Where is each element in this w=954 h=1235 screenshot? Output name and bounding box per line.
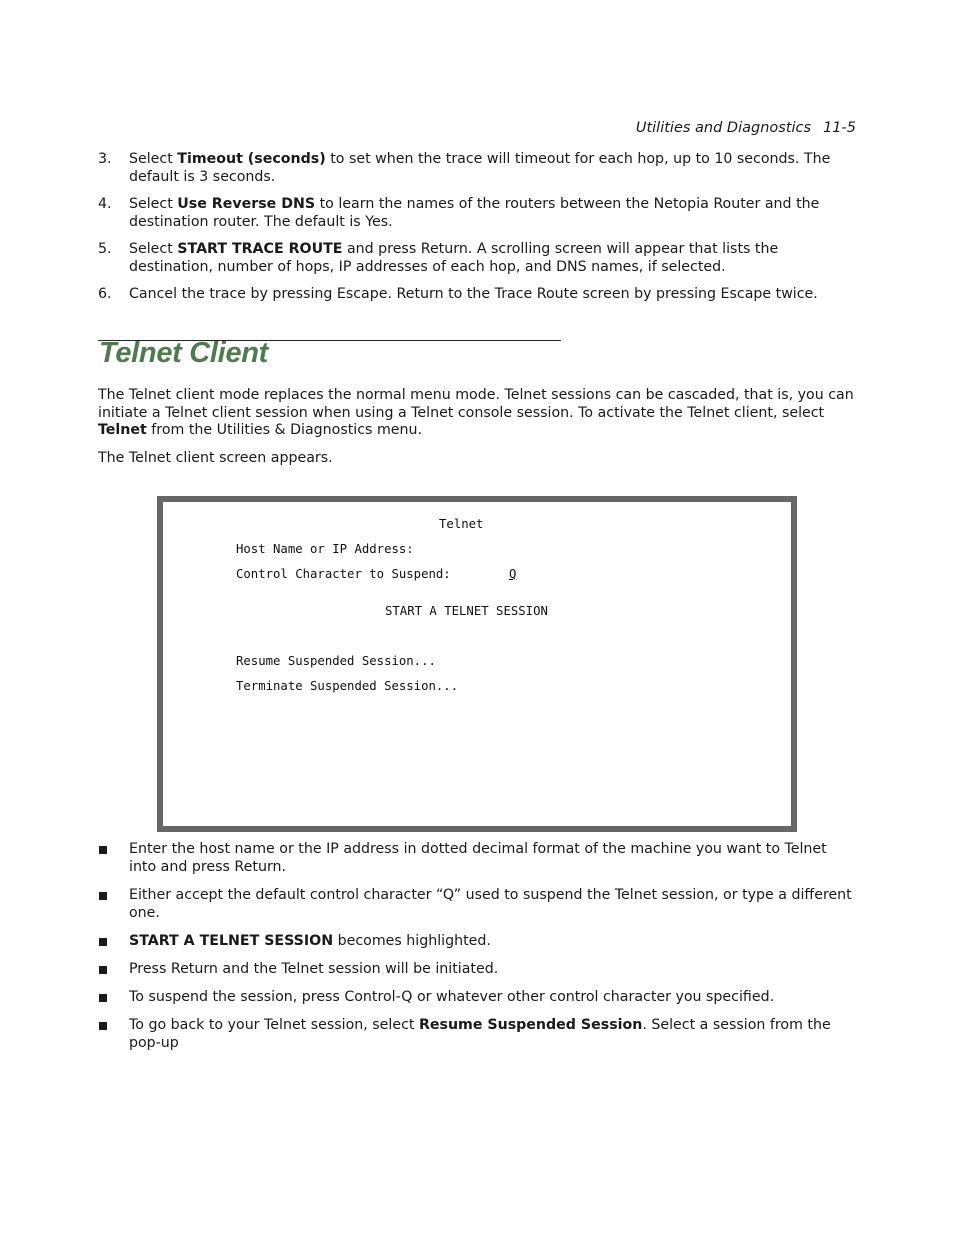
step-item (98, 240, 858, 276)
step-option: Timeout (seconds) (177, 151, 326, 167)
resume-session-item[interactable]: Resume Suspended Session... (236, 654, 436, 668)
bullet-text: becomes highlighted. (333, 933, 491, 949)
step-item (98, 150, 858, 186)
section-title: Telnet Client (99, 337, 269, 369)
bullet-option: Resume Suspended Session (418, 1017, 643, 1033)
running-head-section: Utilities and Diagnostics (635, 120, 812, 136)
step-option: START TRACE ROUTE (177, 241, 343, 257)
bullet-text: Either accept the default control character “Q” used to suspend the Telnet session, or type a different one. (129, 887, 852, 921)
bullet-text: To suspend the session, press Control-Q or whatever other control character you specified. (129, 989, 775, 1005)
step-text: Select (129, 196, 178, 212)
step-number: 5. (98, 241, 112, 257)
step-text: to set when the trace will timeout for each hop, up to 10 seconds. The default is 3 seconds. (129, 151, 831, 185)
list-item (98, 886, 858, 922)
list-item (98, 988, 858, 1006)
bullet-icon (99, 994, 107, 1002)
step-text: Cancel the trace by pressing Escape. Return to the Trace Route screen by pressing Escape twice. (129, 286, 818, 302)
bullet-text: To go back to your Telnet session, select (129, 1017, 419, 1033)
step-number: 6. (98, 286, 112, 302)
step-text: Select (129, 241, 178, 257)
host-name-field[interactable]: Host Name or IP Address: (236, 542, 414, 556)
bullet-icon (99, 966, 107, 974)
step-option: Use Reverse DNS (177, 196, 316, 212)
step-text: Select (129, 151, 178, 167)
step-number: 4. (98, 196, 112, 212)
intro-paragraph: The Telnet client screen appears. (98, 449, 333, 466)
bullet-text: Enter the host name or the IP address in dotted decimal format of the machine you want to Telnet into and press Return. (129, 841, 827, 875)
bullet-list (98, 840, 858, 1062)
intro-option: Telnet (98, 422, 147, 438)
step-item (98, 285, 858, 303)
page-number: 11-5 (823, 120, 856, 136)
list-item (98, 840, 858, 876)
bullet-icon (99, 846, 107, 854)
control-character-label: Control Character to Suspend: (236, 567, 451, 581)
bullet-icon (99, 892, 107, 900)
start-telnet-session-button[interactable]: START A TELNET SESSION (385, 604, 548, 618)
bullet-icon (99, 1022, 107, 1030)
intro-text (98, 387, 858, 477)
list-item (98, 1016, 858, 1052)
step-item (98, 195, 858, 231)
bullet-text: Press Return and the Telnet session will be initiated. (129, 961, 499, 977)
list-item (98, 932, 858, 950)
list-item (98, 960, 858, 978)
bullet-icon (99, 938, 107, 946)
running-head (636, 120, 856, 136)
bullet-option: START A TELNET SESSION (129, 933, 334, 949)
intro-text-end: from the Utilities & Diagnostics menu. (146, 422, 422, 438)
screen-title: Telnet (439, 517, 484, 531)
intro-text-start: The Telnet client mode replaces the normal menu mode. Telnet sessions can be cascaded, that is, you can initiate a Telnet client session when using a Telnet console session. To activate the Telnet client, select (98, 387, 854, 421)
bullet-text: . Select a session from the pop-up (129, 1017, 831, 1051)
step-text: and press Return. A scrolling screen will appear that lists the destination, number of hops, IP addresses of each hop, and DNS names, if selected. (129, 241, 779, 275)
step-number: 3. (98, 151, 112, 167)
step-text: to learn the names of the routers between the Netopia Router and the destination router. The default is Yes. (129, 196, 820, 230)
terminate-session-item[interactable]: Terminate Suspended Session... (236, 679, 459, 693)
intro-paragraph (98, 387, 858, 440)
control-character-field[interactable]: Q (509, 567, 517, 581)
telnet-screen (157, 496, 797, 832)
step-list (98, 150, 858, 312)
